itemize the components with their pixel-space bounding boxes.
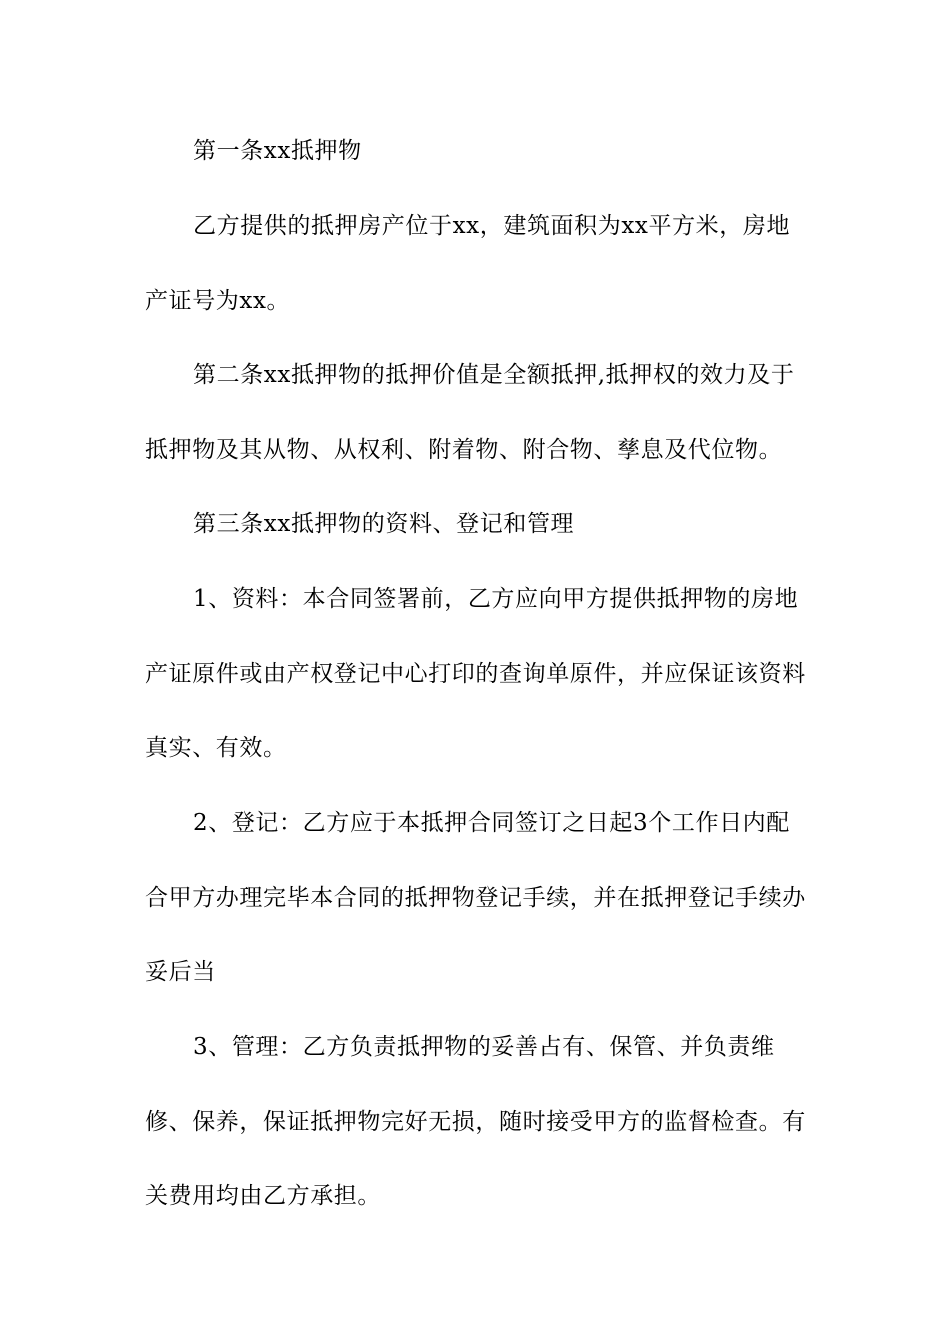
article-3-heading: 第三条xx抵押物的资料、登记和管理 <box>193 511 575 537</box>
article-2-paragraph: 第二条xx抵押物的抵押价值是全额抵押,抵押权的效力及于抵押物及其从物、从权利、附着物、附合物、孳息及代位物。 <box>145 362 795 463</box>
article-1-heading: 第一条xx抵押物 <box>193 138 362 164</box>
clause-management: 3、管理：乙方负责抵押物的妥善占有、保管、并负责维修、保养，保证抵押物完好无损，随时接受甲方的监督检查。有关费用均由乙方承担。 <box>145 1034 806 1209</box>
clause-materials: 1、资料：本合同签署前，乙方应向甲方提供抵押物的房地产证原件或由产权登记中心打印的查询单原件，并应保证该资料真实、有效。 <box>145 586 806 761</box>
article-1-body: 乙方提供的抵押房产位于xx，建筑面积为xx平方米，房地产证号为xx。 <box>145 213 791 314</box>
clause-registration: 2、登记：乙方应于本抵押合同签订之日起3个工作日内配合甲方办理完毕本合同的抵押物登记手续，并在抵押登记手续办妥后当 <box>145 810 806 985</box>
